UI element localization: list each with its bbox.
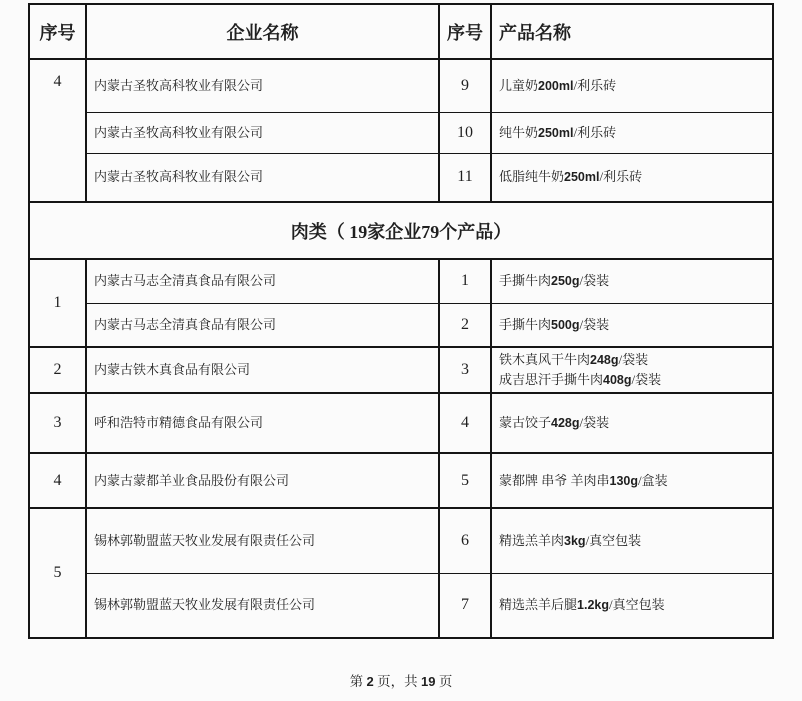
product-cell <box>491 153 773 202</box>
text-segment: 250ml <box>564 170 600 185</box>
text-segment: /利乐砖 <box>573 124 617 140</box>
text-segment: 2 <box>366 674 374 689</box>
company-cell: 锡林郭勒盟蓝天牧业发展有限责任公司 <box>86 573 439 638</box>
table-row <box>29 573 773 638</box>
company-cell: 内蒙古圣牧高科牧业有限公司 <box>86 112 439 153</box>
text-segment: /袋装 <box>579 273 610 289</box>
product-cell <box>491 573 773 638</box>
text-segment: 成吉思汗手撕牛肉 <box>499 372 604 387</box>
header-cell-product: 产品名称 <box>491 4 773 59</box>
text-segment: 蒙都牌 串爷 羊肉串 <box>499 472 610 488</box>
serial-cell: 10 <box>439 112 491 153</box>
text-segment: 低脂纯牛奶 <box>499 169 565 185</box>
page-footer <box>0 670 802 690</box>
text-segment: 第 <box>349 674 367 689</box>
product-line <box>499 471 766 491</box>
text-segment: /利乐砖 <box>573 77 617 93</box>
serial-cell: 4 <box>439 393 491 453</box>
company-cell: 内蒙古马志全清真食品有限公司 <box>86 259 439 303</box>
section-header-cell: 肉类（ 19家企业79个产品） <box>29 202 773 259</box>
serial-cell: 4 <box>29 59 86 202</box>
serial-cell: 3 <box>439 347 491 393</box>
text-segment: 248g <box>590 353 619 367</box>
header-cell-company: 企业名称 <box>86 4 439 59</box>
product-cell <box>491 259 773 303</box>
product-cell <box>491 112 773 153</box>
text-segment: 250ml <box>538 125 574 140</box>
text-segment: 428g <box>551 416 580 430</box>
serial-cell: 2 <box>439 303 491 347</box>
product-line <box>499 413 766 433</box>
text-segment: 19 <box>421 674 436 689</box>
table-row <box>29 259 773 303</box>
text-segment: 精选羔羊肉 <box>499 532 565 548</box>
text-segment: 蒙古饺子 <box>499 415 552 430</box>
table-row <box>29 347 773 393</box>
product-table <box>28 3 774 639</box>
text-segment: 儿童奶 <box>499 77 539 93</box>
table-row <box>29 508 773 573</box>
product-line <box>499 123 766 143</box>
text-segment: 铁木真风干牛肉 <box>499 352 591 367</box>
product-line <box>499 167 766 187</box>
text-segment: /真空包装 <box>608 597 665 613</box>
serial-cell: 6 <box>439 508 491 573</box>
serial-cell: 4 <box>29 453 86 508</box>
serial-cell: 11 <box>439 153 491 202</box>
product-line <box>499 271 766 291</box>
text-segment: 精选羔羊后腿 <box>499 597 578 613</box>
serial-cell: 1 <box>439 259 491 303</box>
product-cell <box>491 347 773 393</box>
text-segment: /利乐砖 <box>599 169 643 185</box>
text-segment: /袋装 <box>579 415 610 430</box>
header-cell-serial-right: 序号 <box>439 4 491 59</box>
text-segment: 纯牛奶 <box>499 124 539 140</box>
text-segment: 200ml <box>538 78 574 93</box>
product-cell <box>491 453 773 508</box>
table-container <box>28 3 774 639</box>
company-cell: 内蒙古圣牧高科牧业有限公司 <box>86 59 439 112</box>
serial-cell: 3 <box>29 393 86 453</box>
table-row <box>29 393 773 453</box>
text-segment: 408g <box>603 373 632 387</box>
text-segment: 页 <box>435 674 453 689</box>
header-row <box>29 4 773 59</box>
table-header <box>29 4 773 59</box>
serial-cell: 2 <box>29 347 86 393</box>
text-segment: /盒装 <box>638 472 668 488</box>
product-cell <box>491 59 773 112</box>
product-line <box>499 76 766 96</box>
product-line <box>499 595 766 615</box>
product-cell <box>491 508 773 573</box>
serial-cell: 7 <box>439 573 491 638</box>
product-line <box>499 370 766 390</box>
table-body <box>29 59 773 638</box>
table-row <box>29 59 773 112</box>
product-line <box>499 315 766 335</box>
text-segment: /袋装 <box>579 316 610 332</box>
serial-cell: 5 <box>439 453 491 508</box>
table-row <box>29 453 773 508</box>
product-cell <box>491 303 773 347</box>
header-cell-serial-left: 序号 <box>29 4 86 59</box>
text-segment: 手撕牛肉 <box>499 273 552 289</box>
text-segment: 手撕牛肉 <box>499 316 552 332</box>
company-cell: 内蒙古铁木真食品有限公司 <box>86 347 439 393</box>
company-cell: 锡林郭勒盟蓝天牧业发展有限责任公司 <box>86 508 439 573</box>
serial-cell: 5 <box>29 508 86 638</box>
company-cell: 内蒙古马志全清真食品有限公司 <box>86 303 439 347</box>
text-segment: /真空包装 <box>585 532 642 548</box>
product-line <box>499 531 766 551</box>
section-row <box>29 202 773 259</box>
table-row <box>29 112 773 153</box>
table-row <box>29 153 773 202</box>
product-line <box>499 350 766 370</box>
product-cell <box>491 393 773 453</box>
text-segment: 130g <box>609 473 639 488</box>
serial-cell: 9 <box>439 59 491 112</box>
text-segment: 250g <box>551 274 580 289</box>
company-cell: 呼和浩特市精德食品有限公司 <box>86 393 439 453</box>
text-segment: 500g <box>551 317 580 332</box>
text-segment: /袋装 <box>631 372 662 387</box>
text-segment: 1.2kg <box>577 598 609 613</box>
company-cell: 内蒙古蒙都羊业食品股份有限公司 <box>86 453 439 508</box>
text-segment: 3kg <box>564 533 586 548</box>
serial-cell: 1 <box>29 259 86 347</box>
text-segment: /袋装 <box>618 352 649 367</box>
table-row <box>29 303 773 347</box>
company-cell: 内蒙古圣牧高科牧业有限公司 <box>86 153 439 202</box>
text-segment: 页，共 <box>373 674 421 689</box>
